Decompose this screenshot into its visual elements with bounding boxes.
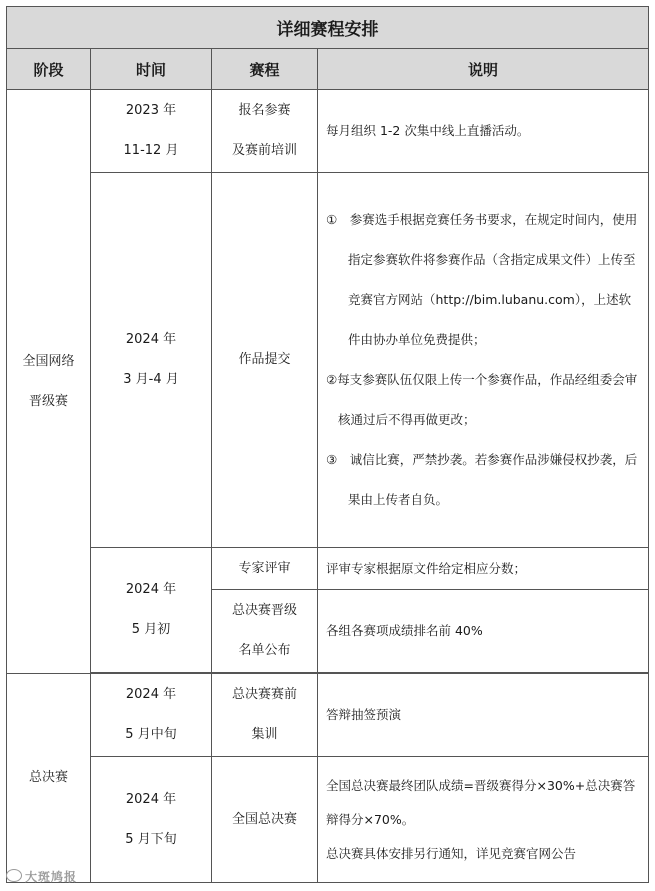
time-line: 2024 年 bbox=[125, 791, 177, 807]
table-row bbox=[7, 674, 649, 757]
event-line: 及赛前培训 bbox=[231, 143, 297, 158]
weibo-logo-icon bbox=[6, 869, 22, 882]
desc-item-3: ③ 诚信比赛，严禁抄袭。若参赛作品涉嫌侵权抄袭，后果由上传者自负。 bbox=[326, 452, 638, 507]
desc-cell: 各组各赛项成绩排名前 40% bbox=[318, 590, 649, 673]
time-cell bbox=[91, 674, 212, 757]
watermark bbox=[6, 868, 77, 885]
time-line: 2024 年 bbox=[125, 332, 177, 347]
time-cell bbox=[91, 90, 212, 173]
event-line: 集训 bbox=[251, 727, 278, 742]
time-cell bbox=[91, 757, 212, 883]
event-cell: 专家评审 bbox=[212, 548, 318, 590]
time-line: 3 月-4 月 bbox=[123, 372, 179, 387]
table-row bbox=[7, 548, 649, 590]
event-line: 名单公布 bbox=[238, 643, 291, 658]
stage-cell-2: 总决赛 bbox=[7, 674, 91, 883]
event-cell bbox=[212, 590, 318, 673]
table-row bbox=[7, 757, 649, 883]
event-line: 总决赛赛前 bbox=[231, 687, 297, 702]
desc-item-2: ②每支参赛队伍仅限上传一个参赛作品，作品经组委会审核通过后不得再做更改； bbox=[326, 372, 638, 427]
desc-cell: 每月组织 1-2 次集中线上直播活动。 bbox=[318, 90, 649, 173]
table-row bbox=[7, 90, 649, 173]
desc-cell: 评审专家根据原文件给定相应分数； bbox=[318, 548, 649, 590]
header-time: 时间 bbox=[91, 49, 212, 90]
time-cell bbox=[91, 548, 212, 673]
time-cell bbox=[91, 173, 212, 548]
stage1-name-line2: 晋级赛 bbox=[28, 393, 68, 409]
event-cell bbox=[212, 90, 318, 173]
event-cell bbox=[212, 674, 318, 757]
schedule-table bbox=[6, 6, 649, 883]
desc-cell bbox=[318, 173, 649, 548]
desc-cell: 答辩抽签预演 bbox=[318, 674, 649, 757]
time-line: 2024 年 bbox=[125, 687, 177, 702]
desc-line-1: 全国总决赛最终团队成绩=晋级赛得分×30%+总决赛答辩得分×70%。 bbox=[326, 777, 636, 827]
event-cell: 作品提交 bbox=[212, 173, 318, 548]
watermark-text: 大斑鸠报 bbox=[25, 870, 78, 884]
time-line: 5 月下旬 bbox=[125, 831, 177, 847]
table-row bbox=[7, 173, 649, 548]
time-line: 5 月中旬 bbox=[125, 727, 177, 742]
time-line: 11-12 月 bbox=[123, 143, 179, 158]
event-line: 总决赛晋级 bbox=[231, 603, 297, 618]
stage-cell-1 bbox=[7, 90, 91, 674]
desc-cell bbox=[318, 757, 649, 883]
time-line: 5 月初 bbox=[131, 622, 171, 637]
time-line: 2024 年 bbox=[125, 582, 177, 597]
time-line: 2023 年 bbox=[125, 103, 177, 118]
event-line: 报名参赛 bbox=[238, 103, 291, 118]
header-event: 赛程 bbox=[212, 49, 318, 90]
desc-line-2: 总决赛具体安排另行通知，详见竞赛官网公告 bbox=[326, 845, 577, 861]
header-desc: 说明 bbox=[318, 49, 649, 90]
stage1-name-line1: 全国网络 bbox=[22, 353, 75, 369]
header-stage: 阶段 bbox=[7, 49, 91, 90]
desc-item-1: ① 参赛选手根据竞赛任务书要求，在规定时间内，使用指定参赛软件将参赛作品（含指定成果文件）上传至竞赛官方网站（http://bim.lubanu.com），上述软件由协办单位免费提供； bbox=[326, 212, 638, 347]
event-cell: 全国总决赛 bbox=[212, 757, 318, 883]
table-title: 详细赛程安排 bbox=[7, 7, 649, 49]
